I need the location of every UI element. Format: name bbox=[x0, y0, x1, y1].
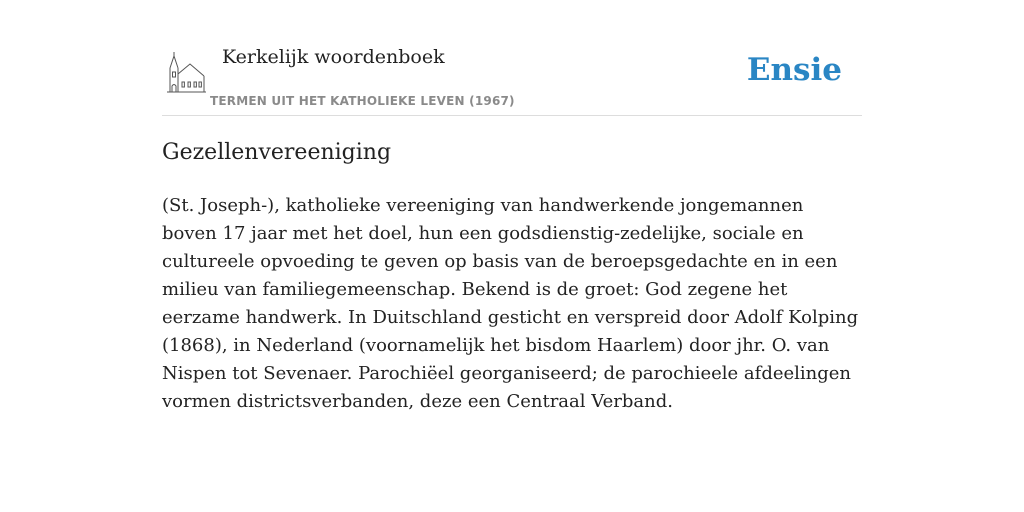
book-subtitle: TERMEN UIT HET KATHOLIEKE LEVEN (1967) bbox=[210, 94, 515, 108]
entry-title: Gezellenvereeniging bbox=[162, 140, 392, 165]
header bbox=[162, 40, 862, 116]
church-icon bbox=[166, 50, 206, 94]
book-title[interactable]: Kerkelijk woordenboek bbox=[222, 46, 445, 68]
brand-logo-link[interactable]: Ensie bbox=[746, 52, 842, 88]
entry-body: (St. Joseph-), katholieke vereeniging van handwerkende jongemannen boven 17 jaar met het doel, hun een godsdienstig-zedelijke, sociale en cultureele opvoeding te geven op basis van de beroepsgedachte en in een milieu van familiegemeenschap. Bekend is de groet: God zegene het eerzame handwerk. In Duitschland gesticht en verspreid door Adolf Kolping (1868), in Nederland (voornamelijk het bisdom Haarlem) door jhr. O. van Nispen tot Sevenaer. Parochiëel georganiseerd; de parochieele afdeelingen vormen districtsverbanden, deze een Centraal Verband. bbox=[162, 195, 859, 412]
